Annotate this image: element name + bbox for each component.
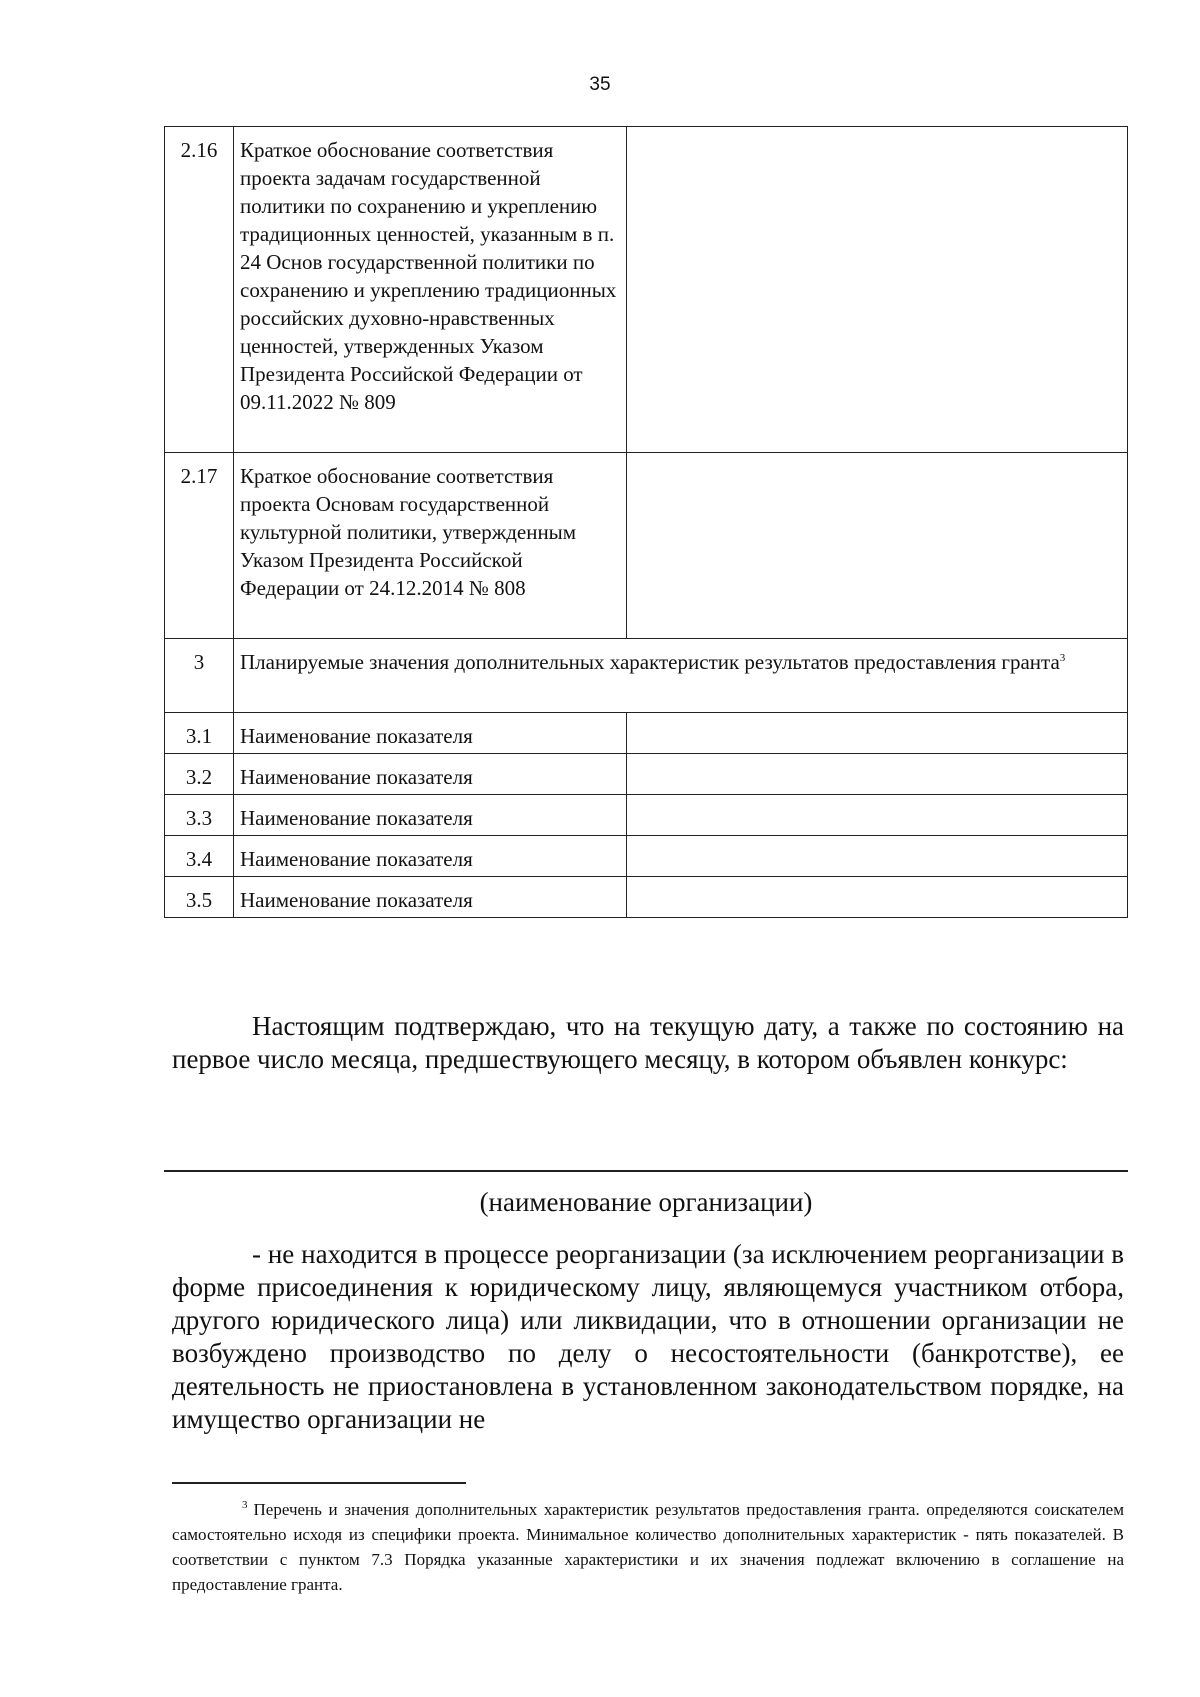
table-row-3-5 [165,877,1128,918]
indicator-label: Наименование показателя [234,877,627,918]
organization-name-caption: (наименование организации) [479,1187,813,1217]
table-row-3-1 [165,713,1128,754]
row-label: Краткое обоснование соответствия проекта Основам государственной культурной политики, утвержденным Указом Президента Российской Федерации от 24.12.2014 № 808 [234,453,627,639]
footnote [172,1497,1124,1597]
table-row-3-4 [165,836,1128,877]
footnote-text: Перечень и значения дополнительных характеристик результатов предоставления гранта. определяются соискателем самостоятельно исходя из специфики проекта. Минимальное количество дополнительных характеристик - пять показателей. В соответствии с пунктом 7.3 Порядка указанные характеристики и их значения подлежат включению в соглашение на предоставление гранта. [172,1500,1124,1594]
row-number: 2.16 [165,127,234,453]
indicator-value-field[interactable] [627,795,1128,836]
row-value-field[interactable] [627,453,1128,639]
section-number: 3 [165,639,234,713]
application-form-table [164,126,1128,918]
page-number: 35 [589,74,611,95]
table-row-3-3 [165,795,1128,836]
indicator-label: Наименование показателя [234,713,627,754]
indicator-label: Наименование показателя [234,836,627,877]
row-number: 2.17 [165,453,234,639]
table-row-section-3 [165,639,1128,713]
indicator-label: Наименование показателя [234,754,627,795]
row-label: Краткое обоснование соответствия проекта задачам государственной политики по сохранению и укреплению традиционных ценностей, указанным в п. 24 Основ государственной политики по сохранению и укреплению традиционных российских духовно-нравственных ценностей, утвержденных Указом Президента Российской Федерации от 09.11.2022 № 809 [234,127,627,453]
footnote-reference: 3 [1059,652,1066,664]
confirmation-paragraph: Настоящим подтверждаю, что на текущую дату, а также по состоянию на первое число месяца, предшествующего месяцу, в котором объявлен конкурс: [172,1011,1124,1074]
table-row-2-16 [165,127,1128,453]
row-number: 3.3 [165,795,234,836]
row-number: 3.1 [165,713,234,754]
row-number: 3.4 [165,836,234,877]
indicator-value-field[interactable] [627,713,1128,754]
indicator-value-field[interactable] [627,877,1128,918]
footnote-mark: 3 [242,1499,248,1512]
organization-name-line[interactable] [164,1170,1128,1172]
table-row-3-2 [165,754,1128,795]
footnote-divider [172,1482,466,1484]
indicator-value-field[interactable] [627,754,1128,795]
row-value-field[interactable] [627,127,1128,453]
requirement-paragraph: - не находится в процессе реорганизации (за исключением реорганизации в форме присоединения к юридическому лицу, являющемуся участником отбора, другого юридического лица) или ликвидации, что в отношении организации не возбуждено производство по делу о несостоятельности (банкротстве), ее деятельность не приостановлена в установленном законодательством порядке, на имущество организации не [172,1239,1124,1434]
row-number: 3.2 [165,754,234,795]
table-row-2-17 [165,453,1128,639]
indicator-value-field[interactable] [627,836,1128,877]
section-heading-text: Планируемые значения дополнительных характеристик результатов предоставления гранта [240,650,1060,674]
indicator-label: Наименование показателя [234,795,627,836]
row-number: 3.5 [165,877,234,918]
section-heading [234,639,1128,713]
